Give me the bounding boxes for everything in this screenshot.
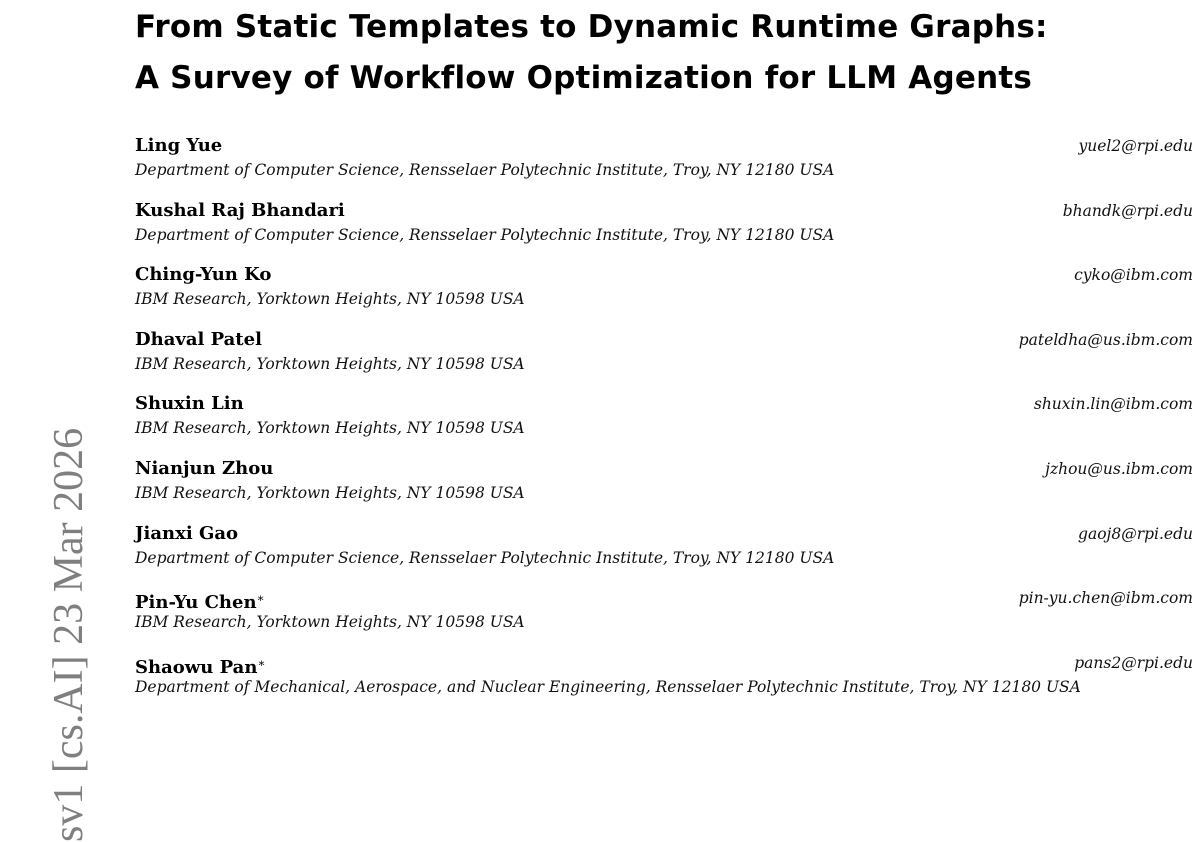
- corresponding-author-mark: ∗: [256, 591, 265, 606]
- author-name: Dhaval Patel: [135, 328, 262, 350]
- author-block: [135, 134, 1193, 199]
- author-block: [135, 522, 1193, 587]
- author-name-line: [135, 263, 1193, 287]
- paper-title-line-2: A Survey of Workflow Optimization for LLM Agents: [135, 60, 1033, 96]
- author-affiliation: Department of Computer Science, Rensselaer Polytechnic Institute, Troy, NY 12180 USA: [135, 225, 835, 244]
- author-email[interactable]: pateldha@us.ibm.com: [1018, 330, 1193, 349]
- corresponding-author-mark: ∗: [257, 655, 266, 670]
- author-block: [135, 328, 1193, 393]
- author-name: Ling Yue: [135, 135, 223, 156]
- author-name: Nianjun Zhou: [135, 457, 274, 479]
- author-email[interactable]: jzhou@us.ibm.com: [1045, 459, 1193, 478]
- author-name-line: [135, 134, 1193, 158]
- author-block: [135, 651, 1193, 741]
- arxiv-identifier-stamp: [0, 0, 92, 842]
- author-name-line: [135, 651, 1193, 678]
- author-block: [135, 199, 1193, 264]
- author-name: Shaowu Pan∗: [135, 655, 266, 678]
- author-email[interactable]: bhandk@rpi.edu: [1062, 201, 1193, 220]
- author-name: Pin-Yu Chen∗: [135, 591, 265, 614]
- author-name: Shuxin Lin: [135, 393, 244, 415]
- author-email[interactable]: gaoj8@rpi.edu: [1078, 524, 1193, 543]
- author-email[interactable]: cyko@ibm.com: [1074, 266, 1193, 285]
- paper-title-line-1: From Static Templates to Dynamic Runtime Graphs:: [135, 9, 1048, 45]
- author-affiliation: IBM Research, Yorktown Heights, NY 10598 USA: [135, 419, 525, 438]
- author-block: [135, 457, 1193, 522]
- author-email[interactable]: shuxin.lin@ibm.com: [1033, 395, 1193, 414]
- author-name: Jianxi Gao: [135, 522, 238, 544]
- author-affiliation: Department of Computer Science, Rensselaer Polytechnic Institute, Troy, NY 12180 USA: [135, 548, 835, 567]
- author-email[interactable]: pans2@rpi.edu: [1074, 653, 1193, 672]
- author-email[interactable]: yuel2@rpi.edu: [1078, 137, 1193, 155]
- author-affiliation: Department of Computer Science, Rensselaer Polytechnic Institute, Troy, NY 12180 USA: [135, 161, 835, 179]
- author-email[interactable]: pin-yu.chen@ibm.com: [1018, 589, 1193, 608]
- arxiv-identifier-text: sv1 [cs.AI] 23 Mar 2026: [46, 427, 92, 842]
- author-name: Ching-Yun Ko: [135, 264, 272, 286]
- author-name-line: [135, 328, 1193, 352]
- author-name-line: [135, 457, 1193, 481]
- author-affiliation: Department of Mechanical, Aerospace, and Nuclear Engineering, Rensselaer Polytechnic Institute, Troy, NY 12180 USA: [135, 677, 1081, 696]
- author-name: Kushal Raj Bhandari: [135, 199, 345, 221]
- author-name-line: [135, 586, 1193, 614]
- paper-title: [135, 2, 1135, 104]
- author-name-line: [135, 199, 1193, 223]
- author-name-line: [135, 392, 1193, 416]
- author-name-line: [135, 522, 1193, 546]
- author-affiliation: IBM Research, Yorktown Heights, NY 10598 USA: [135, 613, 525, 632]
- author-block: [135, 392, 1193, 457]
- author-affiliation: IBM Research, Yorktown Heights, NY 10598 USA: [135, 354, 525, 373]
- author-list: [135, 134, 1193, 741]
- author-affiliation: IBM Research, Yorktown Heights, NY 10598 USA: [135, 290, 525, 309]
- author-block: [135, 263, 1193, 328]
- author-affiliation: IBM Research, Yorktown Heights, NY 10598 USA: [135, 483, 525, 502]
- author-block: [135, 586, 1193, 651]
